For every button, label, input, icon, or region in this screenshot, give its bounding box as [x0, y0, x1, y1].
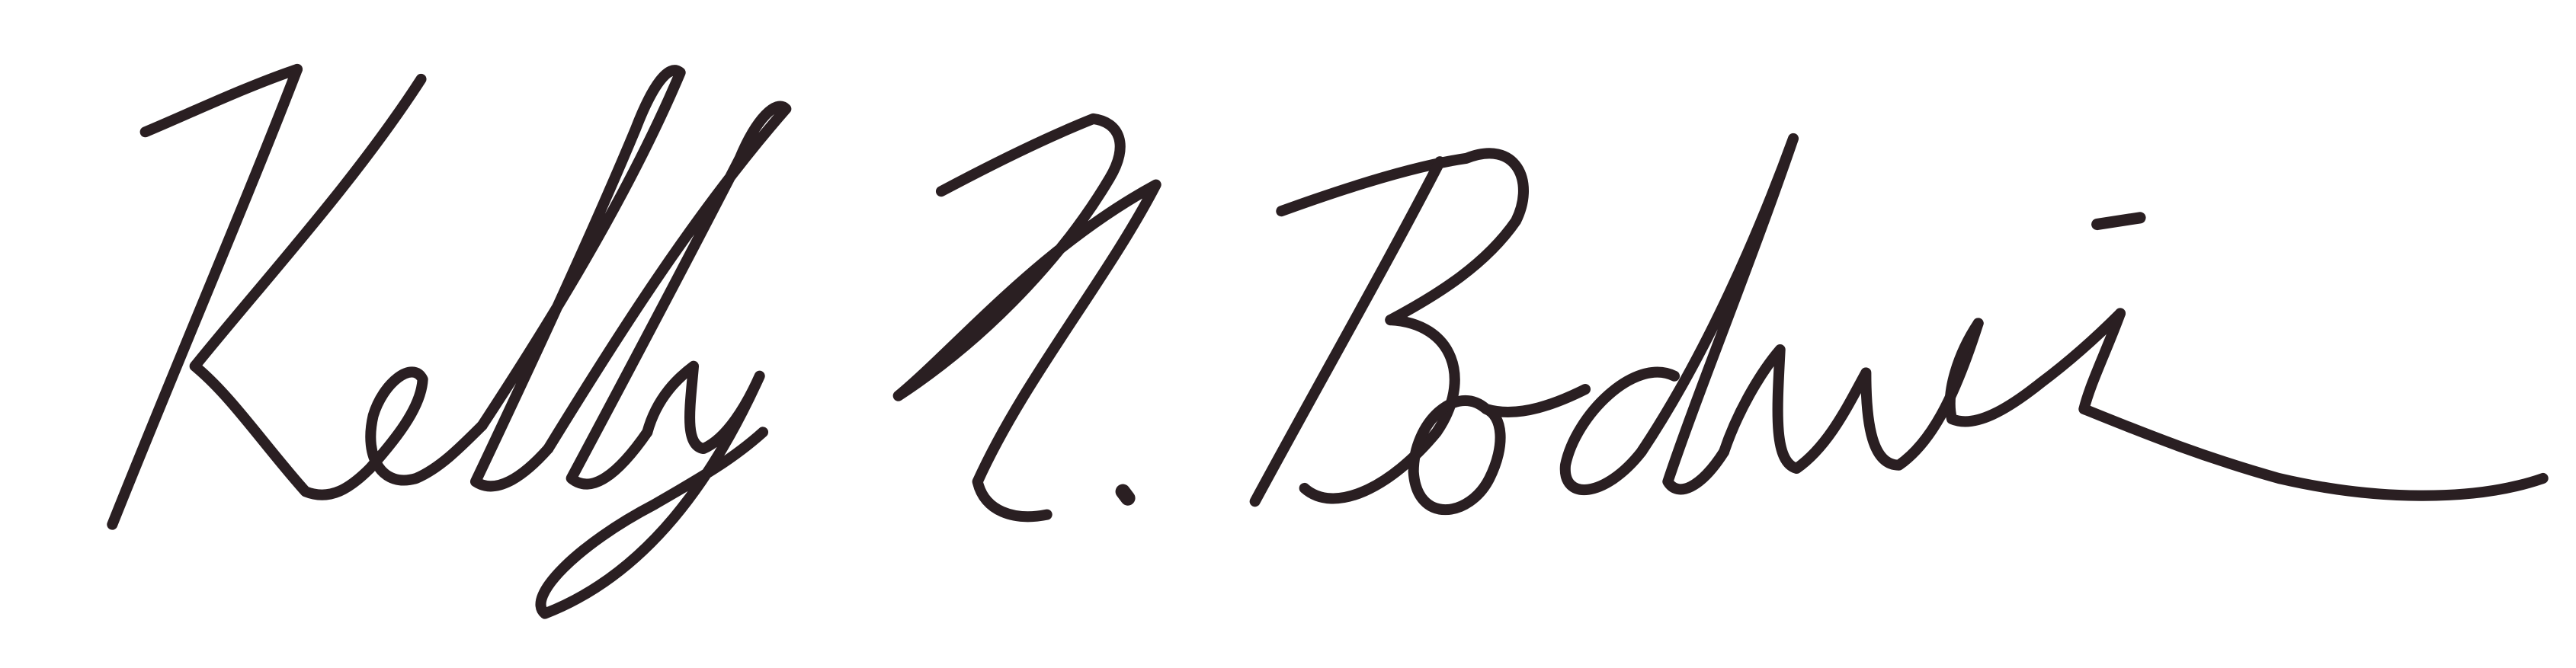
signature-letter-w — [1724, 323, 1978, 468]
signature-letter-d — [1565, 139, 1793, 490]
signature-letter-e — [370, 372, 482, 480]
signature-letter-n-flourish — [2084, 313, 2542, 495]
signature-letter-o — [1414, 389, 1585, 510]
signature-period — [1123, 491, 1128, 498]
signature-letter-k-arm — [195, 79, 421, 495]
signature-letter-l2 — [548, 107, 786, 484]
signature-i-dot — [2097, 218, 2140, 225]
signature-letter-n — [899, 119, 1156, 516]
signature-letter-b-bowl — [1305, 320, 1455, 498]
